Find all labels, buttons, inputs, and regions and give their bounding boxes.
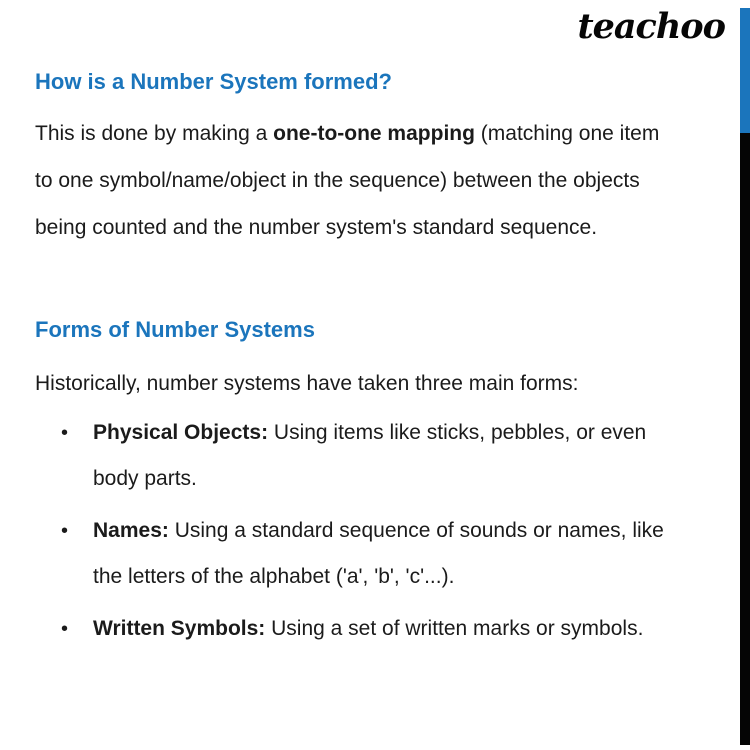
bullet-text: Using items like sticks, pebbles, or even [268, 421, 647, 444]
paragraph-line-3: being counted and the number system's standard sequence. [35, 216, 598, 239]
paragraph-line-1 [35, 110, 659, 157]
bullet-list [35, 410, 735, 652]
heading-forms-of-number-systems: Forms of Number Systems [35, 317, 315, 342]
bullet-line-1 [93, 508, 735, 554]
bullet-line-2: the letters of the alphabet ('a', 'b', 'c'...). [93, 565, 455, 588]
bullet-line-2: body parts. [93, 467, 197, 490]
bullet-icon: • [61, 422, 69, 444]
list-item-written-symbols [35, 606, 735, 652]
bullet-label: Written Symbols: [93, 617, 266, 640]
bullet-icon: • [61, 618, 69, 640]
paragraph-line-2: to one symbol/name/object in the sequence) between the objects [35, 169, 640, 192]
bullet-text: Using a standard sequence of sounds or names, like [168, 519, 664, 542]
forms-intro-line: Historically, number systems have taken three main forms: [35, 372, 579, 395]
bullet-line-1 [93, 410, 735, 456]
bullet-label: Names: [93, 519, 169, 542]
right-accent-black-bar [740, 133, 750, 745]
right-accent-blue-bar [740, 8, 750, 133]
bold-one-to-one-mapping: one-to-one mapping [273, 122, 475, 145]
list-item-names [35, 508, 735, 600]
paragraph-text: This is done by making a [35, 122, 274, 145]
paragraph-text: (matching one item [474, 122, 660, 145]
bullet-icon: • [61, 520, 69, 542]
heading-number-system-formed: How is a Number System formed? [35, 69, 392, 94]
intro-paragraph [35, 110, 659, 251]
bullet-line-1 [93, 606, 735, 652]
bullet-text: Using a set of written marks or symbols. [265, 617, 644, 640]
teachoo-logo: teachoo [577, 6, 725, 47]
bullet-label: Physical Objects: [93, 421, 269, 444]
list-item-physical-objects [35, 410, 735, 502]
